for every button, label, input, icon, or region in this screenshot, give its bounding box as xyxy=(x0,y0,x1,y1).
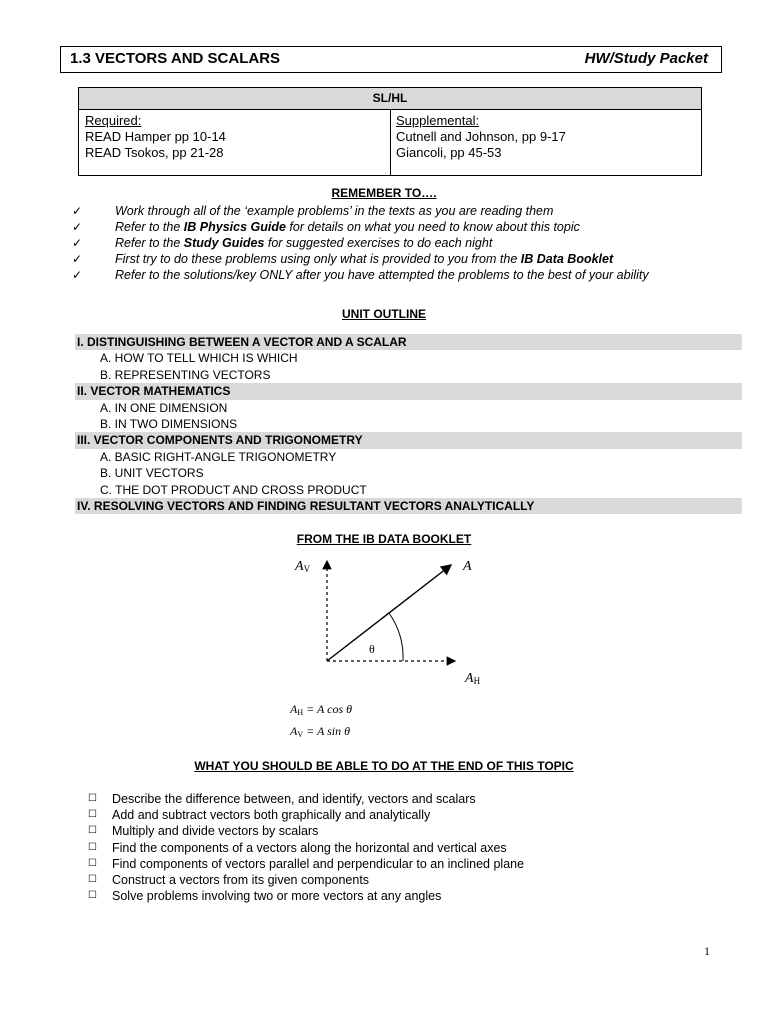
remember-item xyxy=(72,267,732,283)
supplemental-item: Giancoli, pp 45-53 xyxy=(396,145,502,160)
remember-item xyxy=(72,219,732,235)
skill-item xyxy=(88,791,688,807)
vector-components-diagram xyxy=(285,555,495,745)
skill-text: Describe the difference between, and identify, vectors and scalars xyxy=(112,792,476,806)
outline-item: B. IN TWO DIMENSIONS xyxy=(100,416,238,431)
skill-text: Solve problems involving two or more vectors at any angles xyxy=(112,889,442,904)
skill-text: Add and subtract vectors both graphically and analytically xyxy=(112,808,431,823)
reading-table xyxy=(78,87,702,176)
checkmark-icon: ✓ xyxy=(72,252,83,266)
angle-arc xyxy=(389,613,403,661)
remember-bold: IB Data Booklet xyxy=(520,252,614,266)
data-booklet-heading: FROM THE IB DATA BOOKLET xyxy=(296,532,472,546)
checkbox-icon: ☐ xyxy=(88,841,97,853)
remember-heading: REMEMBER TO…. xyxy=(331,186,437,200)
remember-text: First try to do these problems using only what is provided to you from the xyxy=(115,252,521,266)
skill-item xyxy=(88,856,688,872)
supplemental-item: Cutnell and Johnson, pp 9-17 xyxy=(396,129,566,144)
skill-item xyxy=(88,840,688,856)
outline-item: B. UNIT VECTORS xyxy=(100,466,204,481)
checkbox-icon: ☐ xyxy=(88,873,97,885)
skill-text: Construct a vectors from its given components xyxy=(112,872,370,887)
remember-text: for details on what you need to know about this topic xyxy=(285,220,580,234)
label-ah: AH xyxy=(465,671,481,686)
required-item: READ Hamper pp 10-14 xyxy=(85,129,226,144)
skill-item xyxy=(88,888,688,904)
vector-diagram-svg xyxy=(285,555,495,745)
skill-item xyxy=(88,807,688,823)
remember-text: for suggested exercises to do each night xyxy=(264,236,493,250)
remember-list xyxy=(72,203,732,283)
supplemental-label: Supplemental: xyxy=(396,113,480,128)
checkbox-icon: ☐ xyxy=(88,825,97,837)
page-title: 1.3 VECTORS AND SCALARS xyxy=(70,50,281,67)
label-theta: θ xyxy=(369,642,375,656)
remember-item xyxy=(72,251,732,267)
outline-item: A. HOW TO TELL WHICH IS WHICH xyxy=(100,351,298,366)
checkbox-icon: ☐ xyxy=(88,793,97,804)
page-number: 1 xyxy=(704,944,710,958)
page-subtitle: HW/Study Packet xyxy=(584,50,708,67)
remember-bold: Study Guides xyxy=(183,236,265,250)
outline-section: IV. RESOLVING VECTORS AND FINDING RESULTANT VECTORS ANALYTICALLY xyxy=(75,498,742,514)
supplemental-column xyxy=(391,110,701,175)
remember-text: Refer to the xyxy=(115,220,184,234)
checkbox-icon: ☐ xyxy=(88,890,97,902)
outline-item: A. IN ONE DIMENSION xyxy=(100,400,228,415)
skill-text: Find components of vectors parallel and perpendicular to an inclined plane xyxy=(112,856,525,871)
checkmark-icon: ✓ xyxy=(72,204,83,218)
outline-heading: UNIT OUTLINE xyxy=(342,307,426,321)
label-av: AV xyxy=(295,559,311,574)
required-label: Required: xyxy=(85,113,142,128)
remember-text: Refer to the xyxy=(115,236,184,250)
required-item: READ Tsokos, pp 21-28 xyxy=(85,145,224,160)
checkmark-icon: ✓ xyxy=(72,220,83,234)
skill-item xyxy=(88,872,688,888)
checkbox-icon: ☐ xyxy=(88,809,97,821)
remember-item xyxy=(72,203,732,219)
skills-heading: WHAT YOU SHOULD BE ABLE TO DO AT THE END OF THIS TOPIC xyxy=(194,759,574,773)
checkmark-icon: ✓ xyxy=(72,268,83,282)
skills-list xyxy=(88,791,688,904)
title-box xyxy=(60,46,722,73)
outline-section: I. DISTINGUISHING BETWEEN A VECTOR AND A SCALAR xyxy=(75,334,742,350)
label-a: A xyxy=(463,559,472,574)
outline-item: B. REPRESENTING VECTORS xyxy=(100,367,271,382)
remember-text: Refer to the solutions/key ONLY after you have attempted the problems to the best of your ability xyxy=(115,268,649,282)
equation-ah: AH = A cos θ xyxy=(290,702,353,717)
checkmark-icon: ✓ xyxy=(72,236,83,250)
skill-text: Find the components of a vectors along the horizontal and vertical axes xyxy=(112,840,507,855)
outline-item: C. THE DOT PRODUCT AND CROSS PRODUCT xyxy=(100,482,367,497)
outline-item: A. BASIC RIGHT-ANGLE TRIGONOMETRY xyxy=(100,449,337,464)
skill-text: Multiply and divide vectors by scalars xyxy=(112,824,319,839)
unit-outline xyxy=(75,334,742,514)
skill-item xyxy=(88,823,688,839)
checkbox-icon: ☐ xyxy=(88,857,97,869)
equation-av: AV = A sin θ xyxy=(290,724,351,739)
remember-item xyxy=(72,235,732,251)
outline-section: III. VECTOR COMPONENTS AND TRIGONOMETRY xyxy=(75,432,742,448)
outline-section: II. VECTOR MATHEMATICS xyxy=(75,383,742,399)
level-header: SL/HL xyxy=(79,88,701,110)
remember-text: Work through all of the ‘example problems’ in the texts as you are reading them xyxy=(115,204,554,218)
required-column xyxy=(79,110,391,175)
remember-bold: IB Physics Guide xyxy=(183,220,286,234)
